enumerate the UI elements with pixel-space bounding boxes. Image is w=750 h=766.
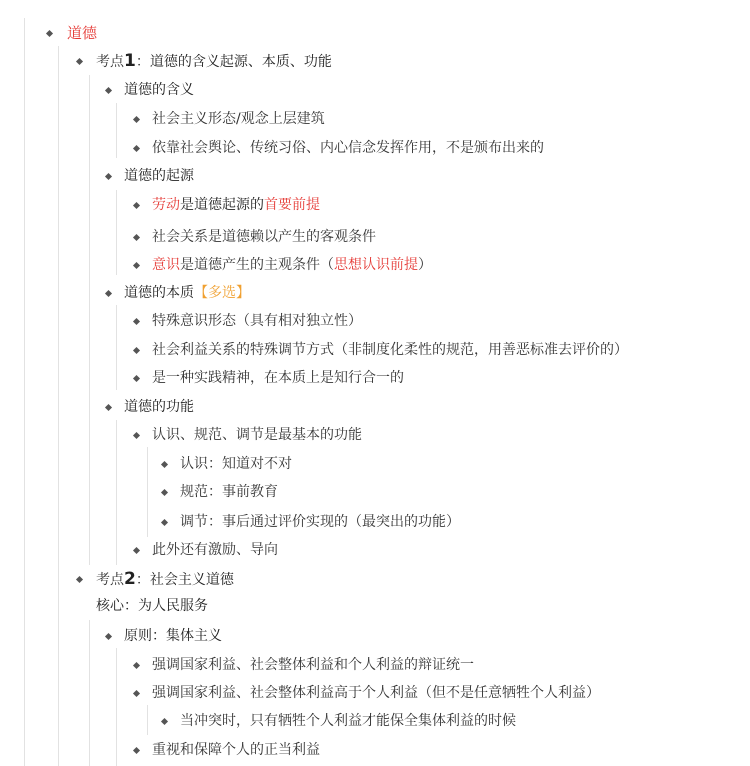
principle-item[interactable]: 强调国家利益、社会整体利益和个人利益的辩证统一 (152, 657, 474, 673)
bullet-icon[interactable] (46, 30, 53, 37)
bullet-icon[interactable] (133, 662, 140, 669)
bullet-icon[interactable] (105, 290, 112, 297)
k2-separator: ： (135, 572, 150, 588)
outline-guide-line (116, 190, 117, 275)
meaning-item[interactable]: 社会主义形态/观念上层建筑 (152, 111, 325, 127)
bullet-icon[interactable] (105, 173, 112, 180)
essence-item[interactable]: 社会利益关系的特殊调节方式（非制度化柔性的规范，用善恶标准去评价的） (152, 342, 628, 358)
k2-number: 2 (124, 569, 136, 589)
outline-guide-line (89, 620, 90, 766)
bullet-icon[interactable] (133, 234, 140, 241)
bullet-icon[interactable] (133, 747, 140, 754)
principle-item[interactable]: 强调国家利益、社会整体利益高于个人利益（但不是任意牺牲个人利益） (152, 685, 600, 701)
outline-guide-line (58, 46, 59, 766)
principle-sub-item[interactable]: 当冲突时，只有牺牲个人利益才能保全集体利益的时候 (180, 713, 516, 729)
essence-item[interactable]: 特殊意识形态（具有相对独立性） (152, 313, 362, 329)
k1-text: 道德的含义起源、本质、功能 (149, 54, 332, 70)
bullet-icon[interactable] (133, 347, 140, 354)
k1-heading[interactable] (96, 50, 332, 72)
bullet-icon[interactable] (133, 432, 140, 439)
bullet-icon[interactable] (133, 690, 140, 697)
principle-item[interactable]: 重视和保障个人的正当利益 (152, 742, 320, 758)
outline-guide-line (89, 75, 90, 565)
function-title[interactable]: 道德的功能 (124, 399, 194, 415)
k2-label: 考点 (96, 572, 124, 588)
essence-title: 道德的本质 (124, 285, 194, 301)
k2-heading[interactable] (96, 568, 234, 590)
origin-item-relations[interactable]: 社会关系是道德赖以产生的客观条件 (152, 229, 376, 245)
bullet-icon[interactable] (105, 633, 112, 640)
origin-title[interactable]: 道德的起源 (124, 168, 194, 184)
function-sub-item[interactable]: 调节：事后通过评价实现的（最突出的功能） (180, 514, 460, 530)
essence-tag: 【多选】 (194, 285, 250, 301)
bullet-icon[interactable] (76, 58, 83, 65)
bullet-icon[interactable] (161, 718, 168, 725)
bullet-icon[interactable] (133, 116, 140, 123)
function-item[interactable]: 认识、规范、调节是最基本的功能 (152, 427, 362, 443)
outline-guide-line (116, 103, 117, 158)
k2-text: 社会主义道德 (149, 572, 234, 588)
bullet-icon[interactable] (105, 404, 112, 411)
essence-heading[interactable] (124, 282, 250, 304)
principle-title[interactable]: 原则：集体主义 (124, 628, 222, 644)
bullet-icon[interactable] (76, 576, 83, 583)
root-title[interactable]: 道德 (67, 24, 98, 42)
origin-consciousness-highlight: 意识 (152, 257, 180, 273)
outline-guide-line (24, 18, 25, 766)
bullet-icon[interactable] (161, 519, 168, 526)
outline-guide-line (147, 447, 148, 537)
function-sub-item[interactable]: 规范：事前教育 (180, 484, 278, 500)
bullet-icon[interactable] (161, 461, 168, 468)
outline-guide-line (147, 705, 148, 735)
function-item[interactable]: 此外还有激励、导向 (152, 542, 278, 558)
k2-core[interactable]: 核心：为人民服务 (96, 598, 208, 614)
outline-guide-line (116, 648, 117, 766)
origin-labor-text: 是道德起源的 (180, 197, 264, 213)
meaning-title[interactable]: 道德的含义 (124, 82, 194, 98)
bullet-icon[interactable] (133, 262, 140, 269)
origin-labor-premise: 首要前提 (264, 197, 320, 213)
origin-consciousness-text: 是道德产生的主观条件（ (180, 257, 334, 273)
bullet-icon[interactable] (133, 145, 140, 152)
meaning-item[interactable]: 依靠社会舆论、传统习俗、内心信念发挥作用，不是颁布出来的 (152, 140, 544, 156)
k1-separator: ： (135, 54, 150, 70)
k1-number: 1 (124, 51, 136, 71)
origin-item-labor[interactable] (152, 194, 320, 216)
origin-item-consciousness[interactable] (152, 254, 432, 276)
outline-guide-line (116, 420, 117, 565)
bullet-icon[interactable] (105, 87, 112, 94)
k1-label: 考点 (96, 54, 124, 70)
origin-consciousness-end: ） (418, 257, 432, 273)
bullet-icon[interactable] (133, 202, 140, 209)
outline-guide-line (116, 305, 117, 390)
essence-item[interactable]: 是一种实践精神，在本质上是知行合一的 (152, 370, 404, 386)
bullet-icon[interactable] (133, 318, 140, 325)
bullet-icon[interactable] (133, 547, 140, 554)
function-sub-item[interactable]: 认识：知道对不对 (180, 456, 292, 472)
origin-consciousness-premise: 思想认识前提 (334, 257, 418, 273)
origin-labor-highlight: 劳动 (152, 197, 180, 213)
bullet-icon[interactable] (161, 489, 168, 496)
bullet-icon[interactable] (133, 375, 140, 382)
